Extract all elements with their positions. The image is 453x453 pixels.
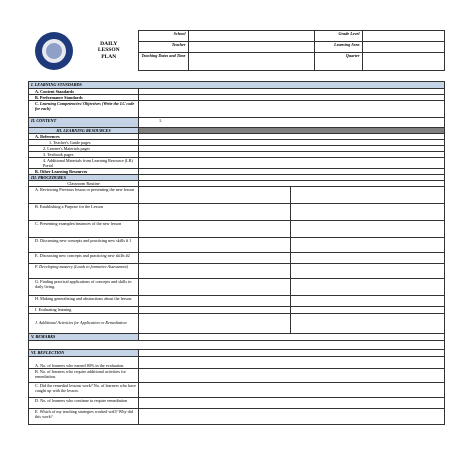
content-field[interactable]: 1. <box>139 118 445 128</box>
reflection-header-field <box>139 350 445 357</box>
lr-portal-label: 4. Additional Materials from Learning Resource (LR) Portal <box>29 158 139 169</box>
procedure-i-label: I. Evaluating learning <box>29 307 139 314</box>
procedure-i-field[interactable] <box>139 307 291 314</box>
content-standards-label: A. Content Standards <box>29 89 139 95</box>
procedure-g-field[interactable] <box>139 279 291 296</box>
section-content: II. CONTENT <box>29 118 139 128</box>
teacher-field[interactable] <box>188 42 314 53</box>
reflection-e-label: E. Which of my teaching strategies worked well? Why did this work? <box>29 409 139 425</box>
section-procedures: III. PROCEDURES <box>29 175 139 181</box>
page-title <box>80 31 138 71</box>
procedure-h-label: H. Making generalizing and abstractions about the lesson. <box>29 296 139 307</box>
deped-seal-logo <box>28 31 80 71</box>
reflection-b-field[interactable] <box>139 369 445 383</box>
grade-level-label: Grade Level <box>314 31 362 42</box>
reflection-c-label: C. Did the remedial lessons work? No. of learners who have caught up with the lesson. <box>29 383 139 398</box>
performance-standards-label: B. Performance Standards <box>29 95 139 101</box>
lr-portal-field[interactable] <box>139 158 445 169</box>
competencies-label: C. Learning Competencies/ Objectives (Write the LC code for each) <box>29 101 139 118</box>
school-label: School <box>138 31 188 42</box>
reflection-b-label: B. No. of learners who require additional activities for remediation. <box>29 369 139 383</box>
school-field[interactable] <box>188 31 314 42</box>
procedure-d-field[interactable] <box>139 238 291 253</box>
header-table <box>28 30 445 71</box>
lesson-plan-document <box>28 30 444 425</box>
procedure-e-field[interactable] <box>139 253 291 264</box>
procedure-b-field[interactable] <box>139 204 291 221</box>
procedure-c-field-2[interactable] <box>291 221 445 238</box>
procedure-f-field[interactable] <box>139 264 291 279</box>
reflection-c-field[interactable] <box>139 383 445 398</box>
quarter-field[interactable] <box>362 53 444 71</box>
reflection-e-field[interactable] <box>139 409 445 425</box>
quarter-label: Quarter <box>314 53 362 71</box>
procedure-f-label: F. Developing mastery (Leads to formative Assessment) <box>29 264 139 279</box>
procedure-e-field-2[interactable] <box>291 253 445 264</box>
procedure-j-field-2[interactable] <box>291 314 445 334</box>
references-label: A. References <box>29 134 139 140</box>
grade-level-field[interactable] <box>362 31 444 42</box>
section-remarks: V. REMARKS <box>29 334 139 341</box>
procedure-a-field-2[interactable] <box>291 187 445 204</box>
competencies-field[interactable] <box>139 101 445 118</box>
procedure-d-field-2[interactable] <box>291 238 445 253</box>
procedure-g-field-2[interactable] <box>291 279 445 296</box>
dates-field[interactable] <box>188 53 314 71</box>
procedure-g-label: G. Finding practical applications of concepts and skills in daily living. <box>29 279 139 296</box>
other-resources-label: B. Other Learning Resources <box>29 169 139 175</box>
teacher-label: Teacher <box>138 42 188 53</box>
seal-icon <box>35 32 73 70</box>
classroom-routine-label: Classroom Routine <box>29 181 139 187</box>
textbook-label: 3. Textbook pages <box>29 152 139 158</box>
reflection-d-field[interactable] <box>139 398 445 409</box>
procedure-a-label: A. Reviewing Previous lesson or presenting the new lesson <box>29 187 139 204</box>
procedure-d-label: D. Discussing new concepts and practicing new skills # 1 <box>29 238 139 253</box>
reflection-a-label: A. No. of learners who earned 80% in the evaluation. <box>29 357 139 369</box>
procedure-e-label: E. Discussing new concepts and practicing new skills #2 <box>29 253 139 264</box>
title-line: PLAN <box>101 53 117 60</box>
section-reflection: VI. REFLECTION <box>29 350 139 357</box>
remarks-field[interactable] <box>139 334 445 341</box>
procedure-j-label: J. Additional Activities for Application or Remediation <box>29 314 139 334</box>
procedure-b-field-2[interactable] <box>291 204 445 221</box>
teachers-guide-label: 1. Teacher's Guide pages <box>29 140 139 146</box>
section-learning-standards: I. LEARNING STANDARDS <box>29 82 445 89</box>
section-learning-resources: III. LEARNING RESOURCES <box>29 128 139 134</box>
learning-area-label: Learning Area <box>314 42 362 53</box>
procedure-f-field-2[interactable] <box>291 264 445 279</box>
learning-area-field[interactable] <box>362 42 444 53</box>
remarks-spacer <box>29 341 445 350</box>
procedure-b-label: B. Establishing a Purpose for the Lesson <box>29 204 139 221</box>
procedure-c-field[interactable] <box>139 221 291 238</box>
reflection-d-label: D. No. of learners who continue to require remediation <box>29 398 139 409</box>
title-line: DAILY <box>100 40 118 47</box>
procedure-h-field-2[interactable] <box>291 296 445 307</box>
procedure-c-label: C. Presenting examples/instances of the new lesson <box>29 221 139 238</box>
learners-materials-label: 2. Learner's Materials pages <box>29 146 139 152</box>
procedure-h-field[interactable] <box>139 296 291 307</box>
procedure-i-field-2[interactable] <box>291 307 445 314</box>
lesson-body-table <box>28 81 445 425</box>
reflection-a-field[interactable] <box>139 357 445 369</box>
procedure-j-field[interactable] <box>139 314 291 334</box>
title-line: LESSON <box>97 47 120 54</box>
procedure-a-field[interactable] <box>139 187 291 204</box>
dates-label: Teaching Dates and Time <box>138 53 188 71</box>
